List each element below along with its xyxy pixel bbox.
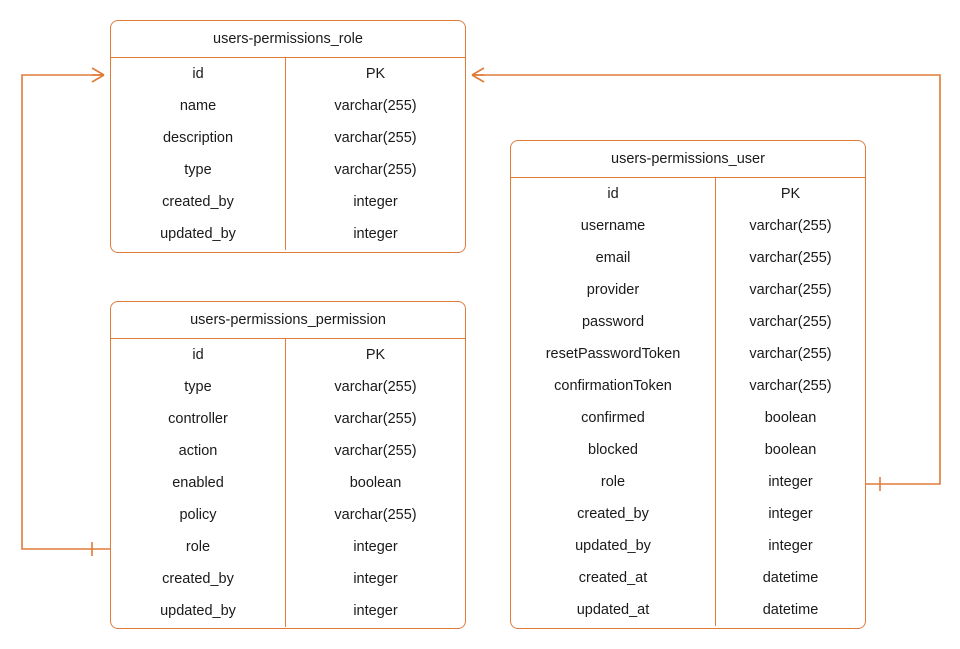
field-type: PK bbox=[780, 186, 801, 202]
field-type: integer bbox=[768, 474, 813, 490]
field-type: varchar(255) bbox=[334, 507, 417, 523]
table-row[interactable] bbox=[511, 370, 865, 402]
field-type: varchar(255) bbox=[749, 314, 832, 330]
field-type: varchar(255) bbox=[334, 162, 417, 178]
table-row[interactable] bbox=[111, 563, 465, 595]
field-name: created_by bbox=[111, 186, 286, 218]
field-name: role bbox=[111, 531, 286, 563]
field-name: type bbox=[111, 371, 286, 403]
entity-title: users-permissions_permission bbox=[111, 302, 465, 339]
field-name: resetPasswordToken bbox=[511, 338, 716, 370]
table-row[interactable] bbox=[111, 371, 465, 403]
field-name: password bbox=[511, 306, 716, 338]
entity-title: users-permissions_role bbox=[111, 21, 465, 58]
field-type: varchar(255) bbox=[749, 378, 832, 394]
table-row[interactable] bbox=[111, 595, 465, 627]
field-name: blocked bbox=[511, 434, 716, 466]
table-row[interactable] bbox=[511, 306, 865, 338]
table-row[interactable] bbox=[511, 402, 865, 434]
field-name: updated_by bbox=[111, 218, 286, 250]
field-name: controller bbox=[111, 403, 286, 435]
table-row[interactable] bbox=[111, 531, 465, 563]
table-row[interactable] bbox=[511, 466, 865, 498]
field-name: confirmed bbox=[511, 402, 716, 434]
field-name: policy bbox=[111, 499, 286, 531]
field-type: PK bbox=[365, 66, 386, 82]
table-row[interactable] bbox=[511, 530, 865, 562]
table-row[interactable] bbox=[511, 338, 865, 370]
field-type: integer bbox=[353, 571, 398, 587]
field-name: username bbox=[511, 210, 716, 242]
field-type: boolean bbox=[764, 442, 817, 458]
table-row[interactable] bbox=[111, 403, 465, 435]
table-row[interactable] bbox=[511, 274, 865, 306]
field-name: updated_at bbox=[511, 594, 716, 626]
field-type: varchar(255) bbox=[749, 218, 832, 234]
field-type: integer bbox=[353, 603, 398, 619]
field-type: varchar(255) bbox=[749, 250, 832, 266]
entity-fields bbox=[111, 58, 465, 250]
table-row[interactable] bbox=[511, 562, 865, 594]
field-type: varchar(255) bbox=[334, 443, 417, 459]
field-type: varchar(255) bbox=[334, 379, 417, 395]
field-name: updated_by bbox=[111, 595, 286, 627]
field-name: id bbox=[511, 178, 716, 210]
field-type: integer bbox=[353, 226, 398, 242]
field-type: varchar(255) bbox=[749, 346, 832, 362]
field-name: enabled bbox=[111, 467, 286, 499]
field-name: created_at bbox=[511, 562, 716, 594]
entity-users-permissions_user[interactable] bbox=[510, 140, 866, 629]
table-row[interactable] bbox=[111, 435, 465, 467]
field-type: varchar(255) bbox=[334, 411, 417, 427]
table-row[interactable] bbox=[111, 90, 465, 122]
entity-users-permissions_permission[interactable] bbox=[110, 301, 466, 629]
entity-users-permissions_role[interactable] bbox=[110, 20, 466, 253]
field-type: integer bbox=[768, 538, 813, 554]
field-name: updated_by bbox=[511, 530, 716, 562]
table-row[interactable] bbox=[111, 499, 465, 531]
table-row[interactable] bbox=[111, 154, 465, 186]
table-row[interactable] bbox=[111, 186, 465, 218]
field-name: id bbox=[111, 58, 286, 90]
entity-fields bbox=[511, 178, 865, 626]
table-row[interactable] bbox=[511, 498, 865, 530]
table-row[interactable] bbox=[111, 218, 465, 250]
table-row[interactable] bbox=[511, 434, 865, 466]
entity-fields bbox=[111, 339, 465, 627]
field-name: name bbox=[111, 90, 286, 122]
field-type: datetime bbox=[762, 602, 819, 618]
field-type: PK bbox=[365, 347, 386, 363]
field-name: type bbox=[111, 154, 286, 186]
field-name: description bbox=[111, 122, 286, 154]
entity-title: users-permissions_user bbox=[511, 141, 865, 178]
field-type: integer bbox=[353, 539, 398, 555]
field-name: id bbox=[111, 339, 286, 371]
field-type: varchar(255) bbox=[749, 282, 832, 298]
field-type: datetime bbox=[762, 570, 819, 586]
field-name: confirmationToken bbox=[511, 370, 716, 402]
table-row[interactable] bbox=[111, 339, 465, 371]
field-name: provider bbox=[511, 274, 716, 306]
field-type: integer bbox=[353, 194, 398, 210]
field-name: action bbox=[111, 435, 286, 467]
table-row[interactable] bbox=[511, 178, 865, 210]
table-row[interactable] bbox=[111, 58, 465, 90]
field-type: boolean bbox=[349, 475, 402, 491]
field-type: boolean bbox=[764, 410, 817, 426]
table-row[interactable] bbox=[111, 122, 465, 154]
field-name: created_by bbox=[511, 498, 716, 530]
field-name: role bbox=[511, 466, 716, 498]
table-row[interactable] bbox=[511, 210, 865, 242]
field-name: email bbox=[511, 242, 716, 274]
field-type: varchar(255) bbox=[334, 98, 417, 114]
table-row[interactable] bbox=[111, 467, 465, 499]
table-row[interactable] bbox=[511, 242, 865, 274]
field-name: created_by bbox=[111, 563, 286, 595]
field-type: integer bbox=[768, 506, 813, 522]
field-type: varchar(255) bbox=[334, 130, 417, 146]
table-row[interactable] bbox=[511, 594, 865, 626]
